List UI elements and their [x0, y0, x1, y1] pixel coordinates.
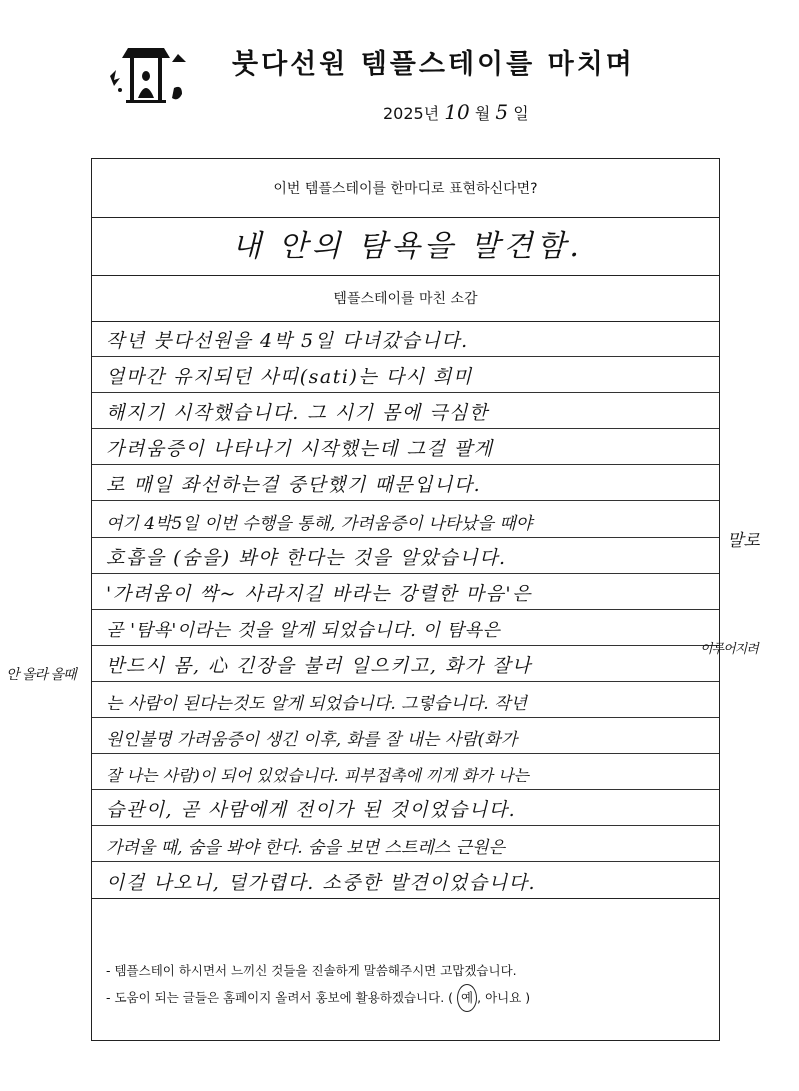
response-line-text: 곧 '탐욕'이라는 것을 알게 되었습니다. 이 탐욕은	[106, 619, 501, 641]
question-1-label	[92, 159, 719, 218]
response-line-text: 잘 나는 사람)이 되어 있었습니다. 피부접촉에 끼게 화가 나는	[106, 766, 529, 786]
consent-yes-option[interactable]: 예	[457, 984, 477, 1012]
question-1-text: 이번 템플스테이를 한마디로 표현하신다면?	[273, 181, 538, 197]
response-line	[92, 754, 719, 790]
page-title: 붓다선원 템플스테이를 마치며	[232, 49, 635, 80]
response-line	[92, 501, 719, 537]
handwritten-response-area[interactable]	[92, 321, 719, 899]
date-day-handwritten: 5	[495, 100, 509, 124]
date-month-label: 월	[474, 104, 491, 123]
response-line-text: 이걸 나오니, 덜가렵다. 소중한 발견이었습니다.	[106, 871, 537, 894]
consent-no-option[interactable]: 아니요	[485, 990, 522, 1005]
response-line-text: 습관이, 곧 사람에게 전이가 된 것이었습니다.	[106, 799, 517, 822]
response-line	[92, 357, 719, 393]
date-month-handwritten: 10	[444, 100, 470, 124]
response-line-text: 얼마간 유지되던 사띠(sati)는 다시 희미	[106, 366, 473, 389]
margin-note-left: 안 올라 올때	[6, 667, 76, 683]
question-2-label	[92, 275, 719, 322]
question-1-answer-field[interactable]	[92, 217, 719, 276]
question-1-answer-handwritten: 내 안의 탐욕을 발견함.	[232, 229, 583, 264]
response-line-text: 반드시 몸, 心 긴장을 불러 일으키고, 화가 잘나	[106, 654, 532, 677]
feedback-form-box	[91, 158, 720, 1041]
date	[383, 100, 529, 124]
response-line-text: '가려움이 싹~ 사라지길 바라는 강렬한 마음'은	[106, 582, 532, 605]
note-line-1: - 템플스테이 하시면서 느끼신 것들을 진솔하게 말씀해주시면 고맙겠습니다.	[106, 963, 517, 978]
response-line	[92, 429, 719, 465]
response-line	[92, 610, 719, 646]
response-line-text: 는 사람이 된다는것도 알게 되었습니다. 그렇습니다. 작년	[106, 694, 527, 715]
form-notes	[106, 958, 530, 1012]
date-year: 2025년	[383, 104, 440, 123]
response-line-text: 가려움증이 나타나기 시작했는데 그걸 팔게	[106, 438, 494, 461]
response-line	[92, 826, 719, 862]
response-line	[92, 862, 719, 898]
response-line	[92, 682, 719, 718]
margin-note-right: 말로	[727, 531, 760, 551]
response-line-text: 작년 붓다선원을 4박 5일 다녀갔습니다.	[106, 330, 469, 353]
response-line-text: 가려울 때, 숨을 봐야 한다. 숨을 보면 스트레스 근원은	[106, 838, 505, 859]
question-2-text: 템플스테이를 마친 소감	[333, 291, 478, 307]
response-line	[92, 646, 719, 682]
response-line-text: 호흡을 (숨을) 봐야 한다는 것을 알았습니다.	[106, 546, 507, 569]
response-line	[92, 538, 719, 574]
response-line	[92, 790, 719, 826]
response-line	[92, 321, 719, 357]
note-line-2	[106, 984, 530, 1012]
response-line-text: 해지기 시작했습니다. 그 시기 몸에 극심한	[106, 402, 489, 425]
temple-buddha-logo-icon	[100, 40, 192, 112]
margin-note-right-small: 이루어지려	[700, 642, 758, 657]
response-line	[92, 465, 719, 501]
consent-separator: ,	[477, 990, 482, 1005]
consent-close-paren: )	[525, 990, 531, 1005]
response-line	[92, 574, 719, 610]
date-day-label: 일	[513, 104, 529, 123]
response-line-text: 여기 4박5일 이번 수행을 통해, 가려움증이 나타났을 때야	[106, 513, 533, 534]
response-line-text: 원인불명 가려움증이 생긴 이후, 화를 잘 내는 사람(화가	[106, 730, 518, 751]
response-line	[92, 718, 719, 754]
response-line-text: 로 매일 좌선하는걸 중단했기 때문입니다.	[106, 474, 482, 497]
note-line-2-text: - 도움이 되는 글들은 홈페이지 올려서 홍보에 활용하겠습니다. (	[106, 990, 454, 1005]
response-line	[92, 393, 719, 429]
